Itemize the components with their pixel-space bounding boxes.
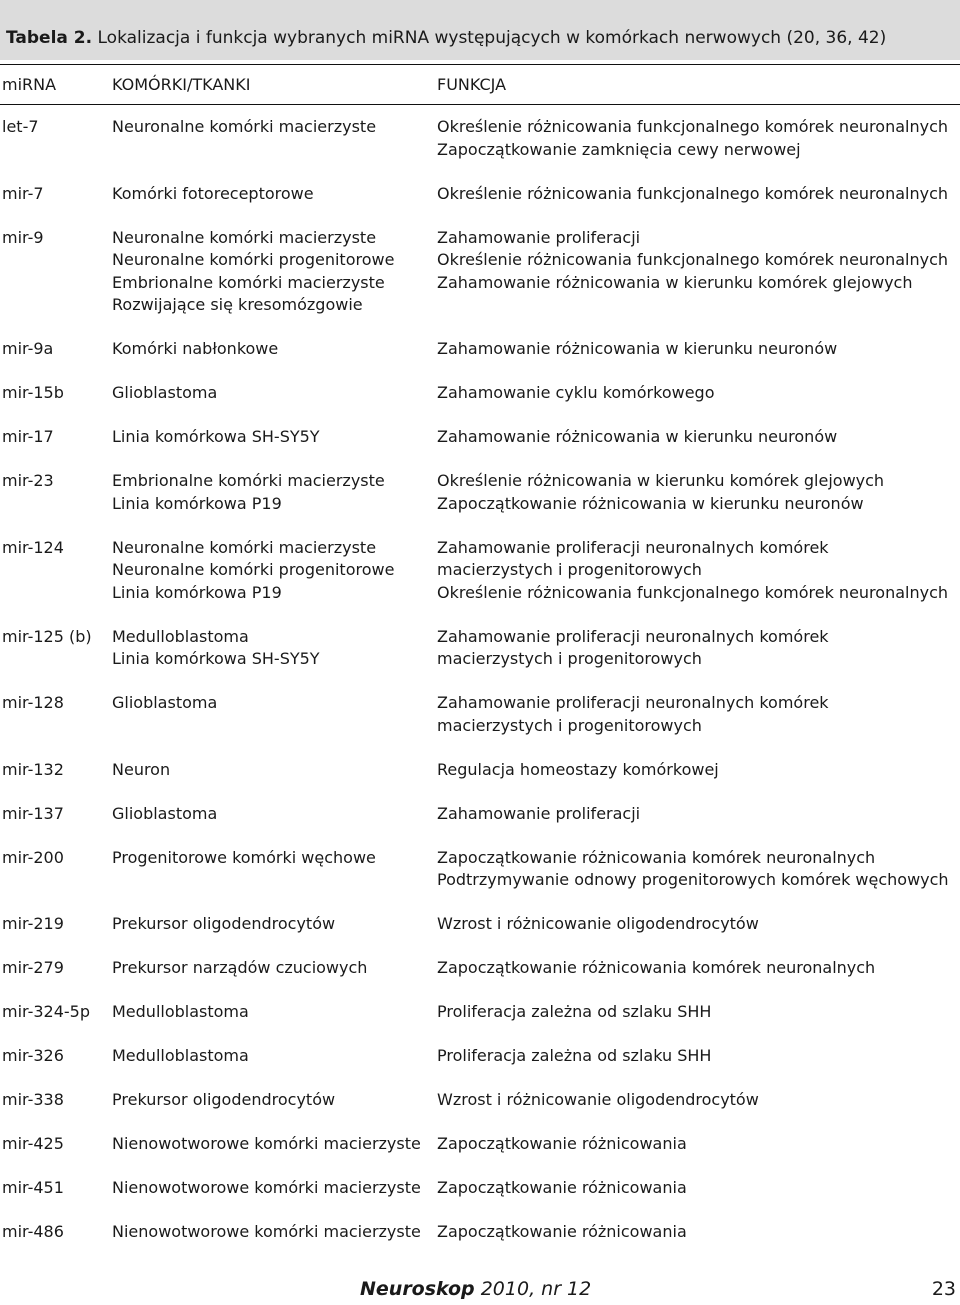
function-column: [437, 957, 875, 980]
cell-line: Nienowotworowe komórki macierzyste: [112, 1134, 421, 1153]
cell-line: Neuronalne komórki progenitorowe: [112, 560, 395, 579]
function-line: Proliferacja zależna od szlaku SHH: [437, 1002, 712, 1021]
function-column: [437, 1221, 687, 1244]
cell-line: Linia komórkowa SH-SY5Y: [112, 649, 320, 668]
cells-column: [112, 1133, 421, 1156]
function-column: [437, 847, 949, 892]
function-line: Określenie różnicowania w kierunku komórek glejowych: [437, 471, 885, 490]
cell-line: Komórki fotoreceptorowe: [112, 183, 314, 203]
cells-column: [112, 382, 217, 405]
cell-line: Glioblastoma: [112, 383, 218, 402]
function-line: Zahamowanie proliferacji neuronalnych komórek: [437, 626, 829, 646]
function-line: Wzrost i różnicowanie oligodendrocytów: [437, 1090, 759, 1109]
journal-citation: [360, 1276, 591, 1302]
journal-name: Neuroskop: [360, 1278, 475, 1300]
cell-line: Linia komórkowa P19: [112, 582, 282, 602]
top-rule: [0, 64, 960, 65]
cell-line: Linia komórkowa SH-SY5Y: [112, 427, 320, 446]
cells-column: [112, 426, 320, 449]
cell-line: Medulloblastoma: [112, 626, 249, 646]
journal-issue: 2010, nr 12: [480, 1278, 592, 1300]
function-column: [437, 1177, 687, 1200]
function-column: [437, 1001, 711, 1024]
mirna-name: mir-451: [2, 1178, 64, 1197]
cells-column: [112, 1001, 249, 1024]
function-column: [437, 183, 948, 206]
function-line: macierzystych i progenitorowych: [437, 715, 702, 735]
function-line: Zapoczątkowanie różnicowania komórek neuronalnych: [437, 847, 876, 867]
function-line: Określenie różnicowania funkcjonalnego komórek neuronalnych: [437, 183, 948, 203]
cells-column: [112, 470, 385, 515]
function-line: Wzrost i różnicowanie oligodendrocytów: [437, 914, 759, 933]
cell-line: Medulloblastoma: [112, 1002, 249, 1021]
function-line: Regulacja homeostazy komórkowej: [437, 759, 719, 779]
cells-column: [112, 537, 394, 605]
cells-column: [112, 116, 376, 139]
header-function: FUNKCJA: [437, 75, 507, 94]
function-column: [437, 759, 719, 782]
mirna-name: mir-324-5p: [2, 1002, 91, 1021]
cell-line: Rozwijające się kresomózgowie: [112, 295, 363, 314]
cell-line: Glioblastoma: [112, 693, 218, 712]
cell-line: Neuronalne komórki macierzyste: [112, 537, 377, 557]
table-label: Tabela 2.: [6, 28, 93, 48]
function-line: Zahamowanie różnicowania w kierunku neuronów: [437, 339, 838, 358]
mirna-name: mir-9a: [2, 339, 54, 358]
function-line: Zapoczątkowanie różnicowania: [437, 1134, 687, 1153]
cell-line: Progenitorowe komórki węchowe: [112, 847, 376, 867]
cells-column: [112, 692, 217, 715]
cells-column: [112, 227, 394, 317]
mirna-name: mir-486: [2, 1222, 64, 1241]
function-line: Zapoczątkowanie różnicowania w kierunku neuronów: [437, 493, 864, 513]
function-line: Zapoczątkowanie zamknięcia cewy nerwowej: [437, 139, 801, 159]
cells-column: [112, 913, 335, 936]
cells-column: [112, 1177, 421, 1200]
mirna-name: mir-326: [2, 1046, 64, 1065]
cell-line: Neuronalne komórki macierzyste: [112, 227, 377, 247]
mirna-name: mir-425: [2, 1134, 64, 1153]
function-line: Zahamowanie różnicowania w kierunku neuronów: [437, 427, 838, 446]
function-line: Zahamowanie proliferacji neuronalnych komórek: [437, 537, 829, 557]
function-column: [437, 1045, 711, 1068]
cells-column: [112, 957, 367, 980]
page-footer: [0, 1276, 960, 1302]
function-line: Określenie różnicowania funkcjonalnego komórek neuronalnych: [437, 582, 948, 602]
mirna-name: mir-125 (b): [2, 626, 92, 646]
cell-line: Prekursor narządów czuciowych: [112, 958, 368, 977]
cell-line: Medulloblastoma: [112, 1046, 249, 1065]
function-line: Proliferacja zależna od szlaku SHH: [437, 1046, 712, 1065]
cells-column: [112, 183, 314, 206]
function-column: [437, 382, 715, 405]
cell-line: Embrionalne komórki macierzyste: [112, 272, 385, 292]
function-column: [437, 1089, 759, 1112]
mirna-name: mir-23: [2, 471, 54, 490]
function-line: Zapoczątkowanie różnicowania komórek neuronalnych: [437, 958, 876, 977]
function-line: Zapoczątkowanie różnicowania: [437, 1222, 687, 1241]
mirna-name: let-7: [2, 117, 39, 136]
cells-column: [112, 1089, 335, 1112]
cell-line: Embrionalne komórki macierzyste: [112, 471, 385, 490]
table-title: Lokalizacja i funkcja wybranych miRNA występujących w komórkach nerwowych (20, 36, 42): [97, 28, 887, 48]
cells-column: [112, 626, 320, 671]
mirna-name: mir-137: [2, 803, 64, 823]
cells-column: [112, 847, 376, 870]
function-line: Zahamowanie różnicowania w kierunku komórek glejowych: [437, 272, 913, 292]
mirna-name: mir-219: [2, 914, 64, 933]
header-rule: [0, 104, 960, 105]
cells-column: [112, 1045, 249, 1068]
function-column: [437, 227, 948, 295]
mirna-name: mir-15b: [2, 383, 64, 402]
cell-line: Neuronalne komórki macierzyste: [112, 117, 377, 136]
mirna-name: mir-279: [2, 958, 64, 977]
function-column: [437, 626, 829, 671]
function-column: [437, 537, 948, 605]
header-mirna: miRNA: [2, 75, 57, 94]
function-column: [437, 1133, 687, 1156]
function-column: [437, 692, 829, 737]
function-column: [437, 470, 884, 515]
cell-line: Prekursor oligodendrocytów: [112, 1090, 336, 1109]
mirna-name: mir-132: [2, 759, 64, 779]
function-column: [437, 116, 948, 161]
function-line: Podtrzymywanie odnowy progenitorowych komórek węchowych: [437, 870, 949, 889]
table-header: [0, 73, 960, 97]
cells-column: [112, 338, 278, 361]
mirna-name: mir-128: [2, 693, 64, 712]
function-line: Zahamowanie proliferacji: [437, 803, 641, 823]
function-column: [437, 913, 759, 936]
function-column: [437, 338, 837, 361]
function-line: Zahamowanie cyklu komórkowego: [437, 383, 715, 402]
cell-line: Linia komórkowa P19: [112, 493, 282, 513]
mirna-name: mir-338: [2, 1090, 64, 1109]
function-line: Zahamowanie proliferacji: [437, 227, 641, 247]
cell-line: Nienowotworowe komórki macierzyste: [112, 1222, 421, 1241]
cell-line: Neuron: [112, 759, 171, 779]
cells-column: [112, 803, 217, 826]
header-cells: KOMÓRKI/TKANKI: [112, 75, 251, 94]
function-line: Określenie różnicowania funkcjonalnego komórek neuronalnych: [437, 250, 948, 269]
function-line: Zahamowanie proliferacji neuronalnych komórek: [437, 693, 829, 712]
page-number: 23: [931, 1278, 956, 1300]
cell-line: Nienowotworowe komórki macierzyste: [112, 1178, 421, 1197]
mirna-name: mir-200: [2, 847, 64, 867]
cell-line: Glioblastoma: [112, 803, 218, 823]
function-column: [437, 803, 640, 826]
function-line: Określenie różnicowania funkcjonalnego komórek neuronalnych: [437, 117, 948, 136]
cells-column: [112, 759, 170, 782]
cell-line: Prekursor oligodendrocytów: [112, 914, 336, 933]
function-line: macierzystych i progenitorowych: [437, 649, 702, 668]
cell-line: Komórki nabłonkowe: [112, 339, 279, 358]
mirna-name: mir-7: [2, 183, 44, 203]
function-column: [437, 426, 837, 449]
mirna-name: mir-9: [2, 227, 44, 247]
function-line: macierzystych i progenitorowych: [437, 560, 702, 579]
mirna-name: mir-124: [2, 537, 64, 557]
cell-line: Neuronalne komórki progenitorowe: [112, 250, 395, 269]
cells-column: [112, 1221, 421, 1244]
table-caption: [0, 0, 960, 60]
mirna-name: mir-17: [2, 427, 54, 446]
function-line: Zapoczątkowanie różnicowania: [437, 1178, 687, 1197]
